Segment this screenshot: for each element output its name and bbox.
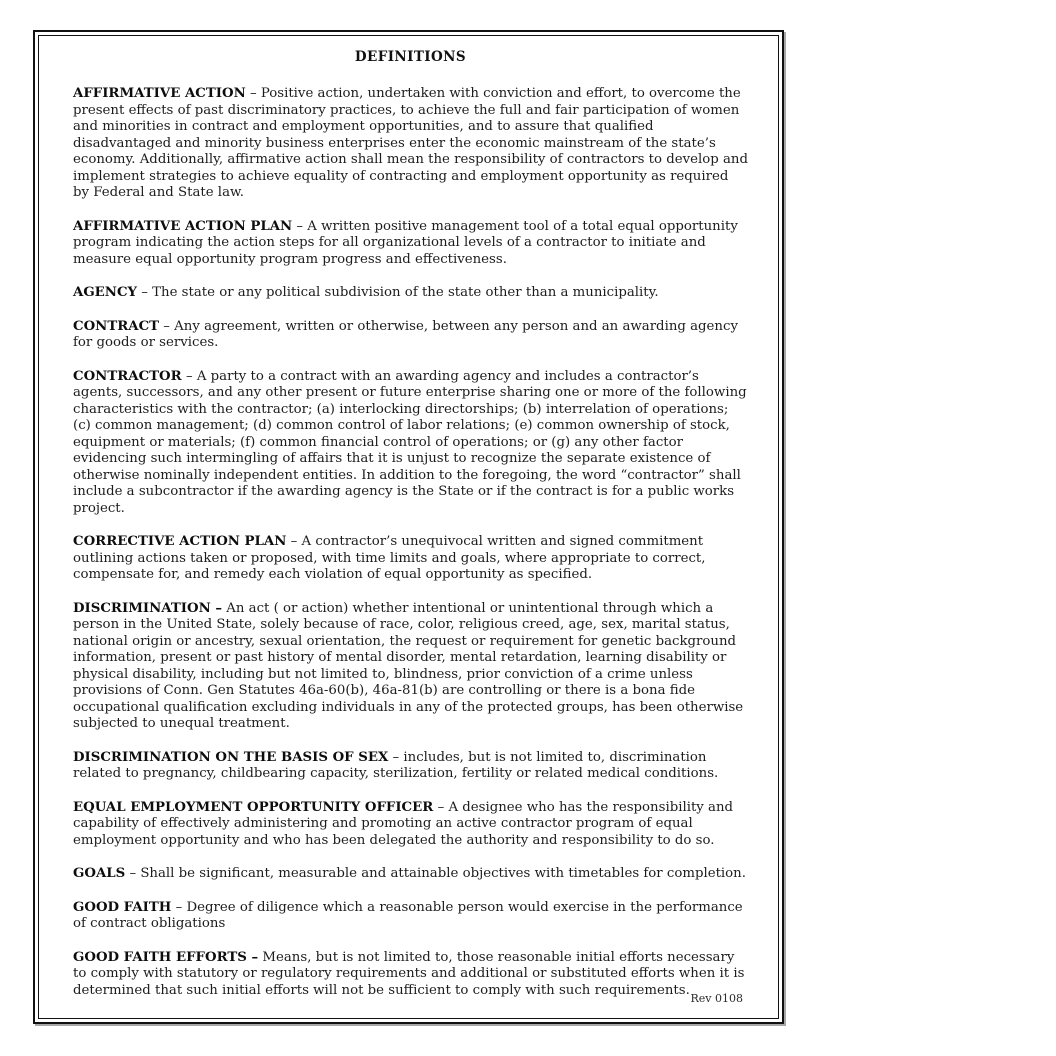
definition-affirmative-action bbox=[73, 86, 748, 202]
definition-term: DISCRIMINATION ON THE BASIS OF SEX bbox=[73, 749, 389, 765]
definition-text: – Degree of diligence which a reasonable person would exercise in the performance of contract obligations bbox=[73, 899, 743, 931]
definition-contractor bbox=[73, 369, 748, 518]
definition-affirmative-action-plan bbox=[73, 219, 748, 269]
definition-text: – Positive action, undertaken with conviction and effort, to overcome the present effects of past discriminatory practices, to achieve the full and fair participation of women and minorities in contract and employment opportunities, and to assure that qualified disadvantaged and minority business enterprises enter the economic mainstream of the state’s economy. Additionally, affirmative action shall mean the responsibility of contractors to develop and implement strategies to achieve equality of contracting and employment opportunity as required by Federal and State law. bbox=[73, 86, 749, 200]
definition-text: – The state or any political subdivision of the state other than a municipality. bbox=[141, 285, 659, 300]
definition-text: – A party to a contract with an awarding agency and includes a contractor’s agents, successors, and any other present or future enterprise sharing one or more of the following characteristics with the contractor; (a) interlocking directorships; (b) interrelation of operations; (c) common management; (d) common control of labor relations; (e) common ownership of stock, equipment or materials; (f) common financial control of operations; or (g) any other factor evidencing such intermingling of affairs that it is unjust to recognize the separate existence of otherwise nominally independent entities. In addition to the foregoing, the word “contractor” shall include a subcontractor if the awarding agency is the State or if the contract is for a public works project. bbox=[73, 368, 747, 516]
definition-discrimination-basis-of-sex bbox=[73, 750, 748, 783]
definition-term: CONTRACTOR bbox=[73, 368, 182, 384]
definition-text: An act ( or action) whether intentional or unintentional through which a person in the United State, solely because of race, color, religious creed, age, sex, marital status, national origin or ancestry, sexual orientation, the request or requirement for genetic background information, present or past history of mental disorder, mental retardation, learning disability or physical disability, including but not limited to, blindness, prior conviction of a crime unless provisions of Conn. Gen Statutes 46a-60(b), 46a-81(b) are controlling or there is a bona fide occupational qualification excluding individuals in any of the protected groups, has been otherwise subjected to unequal treatment. bbox=[73, 600, 744, 731]
definition-term: AFFIRMATIVE ACTION PLAN bbox=[73, 218, 293, 234]
definition-goals bbox=[73, 866, 748, 883]
definition-term: AGENCY bbox=[73, 285, 138, 300]
definition-term: GOALS bbox=[73, 866, 126, 881]
definition-contract bbox=[73, 319, 748, 352]
definition-text: – includes, but is not limited to, discrimination related to pregnancy, childbearing capacity, sterilization, fertility or related medical conditions. bbox=[73, 749, 719, 781]
definition-term: CONTRACT bbox=[73, 318, 160, 334]
definition-text: – Any agreement, written or otherwise, between any person and an awarding agency for goods or services. bbox=[73, 318, 738, 350]
definition-term: EQUAL EMPLOYMENT OPPORTUNITY OFFICER bbox=[73, 799, 434, 815]
definition-term: AFFIRMATIVE ACTION bbox=[73, 86, 246, 101]
definition-text: Means, but is not limited to, those reasonable initial efforts necessary to comply with statutory or regulatory requirements and additional or substituted efforts when it is determined that such initial efforts will not be sufficient to comply with such requirements. bbox=[73, 949, 745, 998]
page-title: DEFINITIONS bbox=[354, 49, 467, 65]
definition-term: GOOD FAITH bbox=[73, 899, 172, 915]
definition-corrective-action-plan bbox=[73, 534, 748, 584]
definition-good-faith-efforts bbox=[73, 950, 748, 1000]
definition-term: CORRECTIVE ACTION PLAN bbox=[73, 534, 287, 549]
definition-term: GOOD FAITH EFFORTS – bbox=[73, 949, 259, 965]
definition-text: – A written positive management tool of a total equal opportunity program indicating the action steps for all organizational levels of a contractor to initiate and measure equal opportunity program progress and effectiveness. bbox=[73, 218, 738, 267]
definition-agency bbox=[73, 285, 748, 302]
definition-eeo-officer bbox=[73, 800, 748, 850]
definition-term: DISCRIMINATION – bbox=[73, 600, 223, 616]
definition-text: – A contractor’s unequivocal written and signed commitment outlining actions taken or proposed, with time limits and goals, where appropriate to correct, compensate for, and remedy each violation of equal opportunity as specified. bbox=[73, 534, 706, 582]
definition-text: – A designee who has the responsibility and capability of effectively administering and promoting an active contractor program of equal employment opportunity and who has been delegated the authority and responsibility to do so. bbox=[73, 799, 734, 848]
document-page bbox=[33, 30, 784, 1024]
definition-text: – Shall be significant, measurable and attainable objectives with timetables for completion. bbox=[129, 866, 746, 881]
revision-label: Rev 0108 bbox=[690, 992, 743, 1005]
definition-discrimination bbox=[73, 601, 748, 733]
page-border-inner bbox=[38, 35, 779, 1019]
definition-good-faith bbox=[73, 900, 748, 933]
